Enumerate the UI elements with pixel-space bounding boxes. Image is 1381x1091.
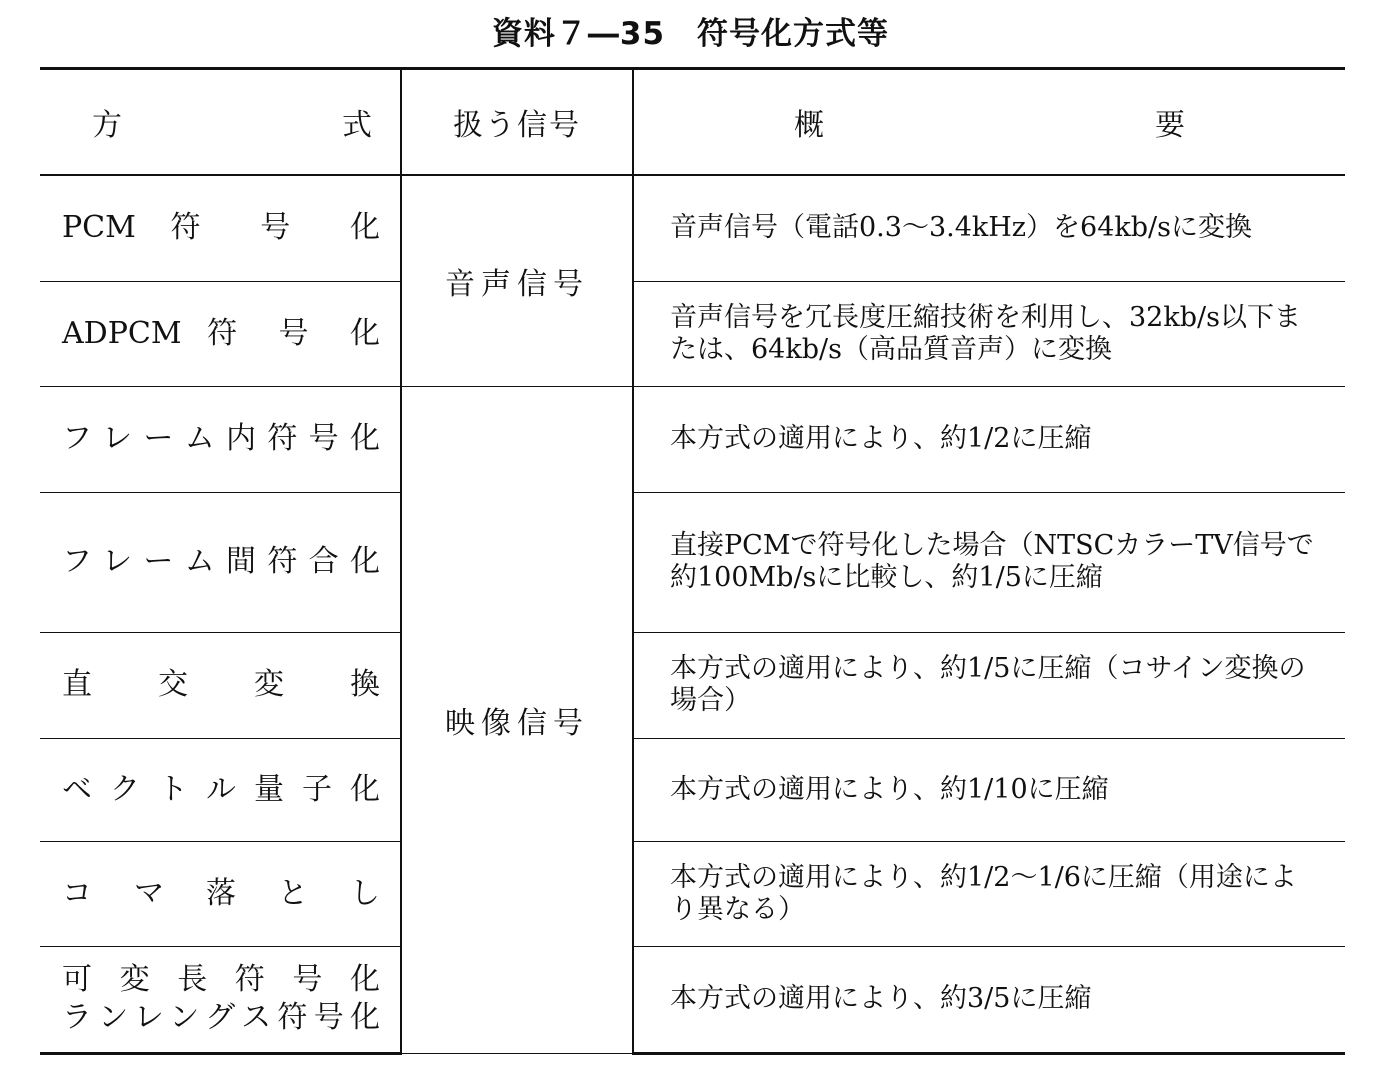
table-row — [40, 738, 1345, 841]
header-signal: 扱う信号 — [401, 69, 633, 176]
summary-cell: 音声信号（電話0.3～3.4kHz）を64kb/sに変換 — [633, 175, 1345, 281]
method-cell: ベクトル量子化 — [40, 738, 401, 841]
summary-cell: 音声信号を冗長度圧縮技術を利用し、32kb/s以下または、64kb/s（高品質音声）に変換 — [633, 281, 1345, 386]
summary-cell: 本方式の適用により、約1/2に圧縮 — [633, 386, 1345, 492]
method-cell: ADPCM 符 号 化 — [40, 281, 401, 386]
method-cell: フレーム間符合化 — [40, 492, 401, 632]
header-row — [40, 69, 1345, 176]
summary-cell: 本方式の適用により、約1/5に圧縮（コサイン変換の場合） — [633, 632, 1345, 738]
table-row — [40, 386, 1345, 492]
table-row — [40, 841, 1345, 946]
table-row — [40, 281, 1345, 386]
table-row — [40, 946, 1345, 1053]
signal-cell: 音声信号 — [401, 175, 633, 386]
summary-cell: 本方式の適用により、約1/10に圧縮 — [633, 738, 1345, 841]
table-row — [40, 492, 1345, 632]
summary-cell: 直接PCMで符号化した場合（NTSCカラーTV信号で約100Mb/sに比較し、約1/5に圧縮 — [633, 492, 1345, 632]
method-line: 可変長符号化 — [62, 962, 380, 997]
method-cell — [40, 946, 401, 1053]
document-title: 資料７―35 符号化方式等 — [491, 16, 890, 52]
signal-cell: 映像信号 — [401, 386, 633, 1053]
summary-cell: 本方式の適用により、約3/5に圧縮 — [633, 946, 1345, 1053]
method-cell: コ マ 落 と し — [40, 841, 401, 946]
header-method: 方 式 — [40, 69, 401, 176]
method-cell: 直 交 変 換 — [40, 632, 401, 738]
method-line: ランレングス符号化 — [62, 1000, 380, 1035]
coding-methods-table — [40, 67, 1345, 1055]
header-summary: 概 要 — [633, 69, 1345, 176]
method-cell: フレーム内符号化 — [40, 386, 401, 492]
method-cell: PCM 符 号 化 — [40, 175, 401, 281]
summary-cell: 本方式の適用により、約1/2～1/6に圧縮（用途により異なる） — [633, 841, 1345, 946]
table-row — [40, 632, 1345, 738]
table-row — [40, 175, 1345, 281]
